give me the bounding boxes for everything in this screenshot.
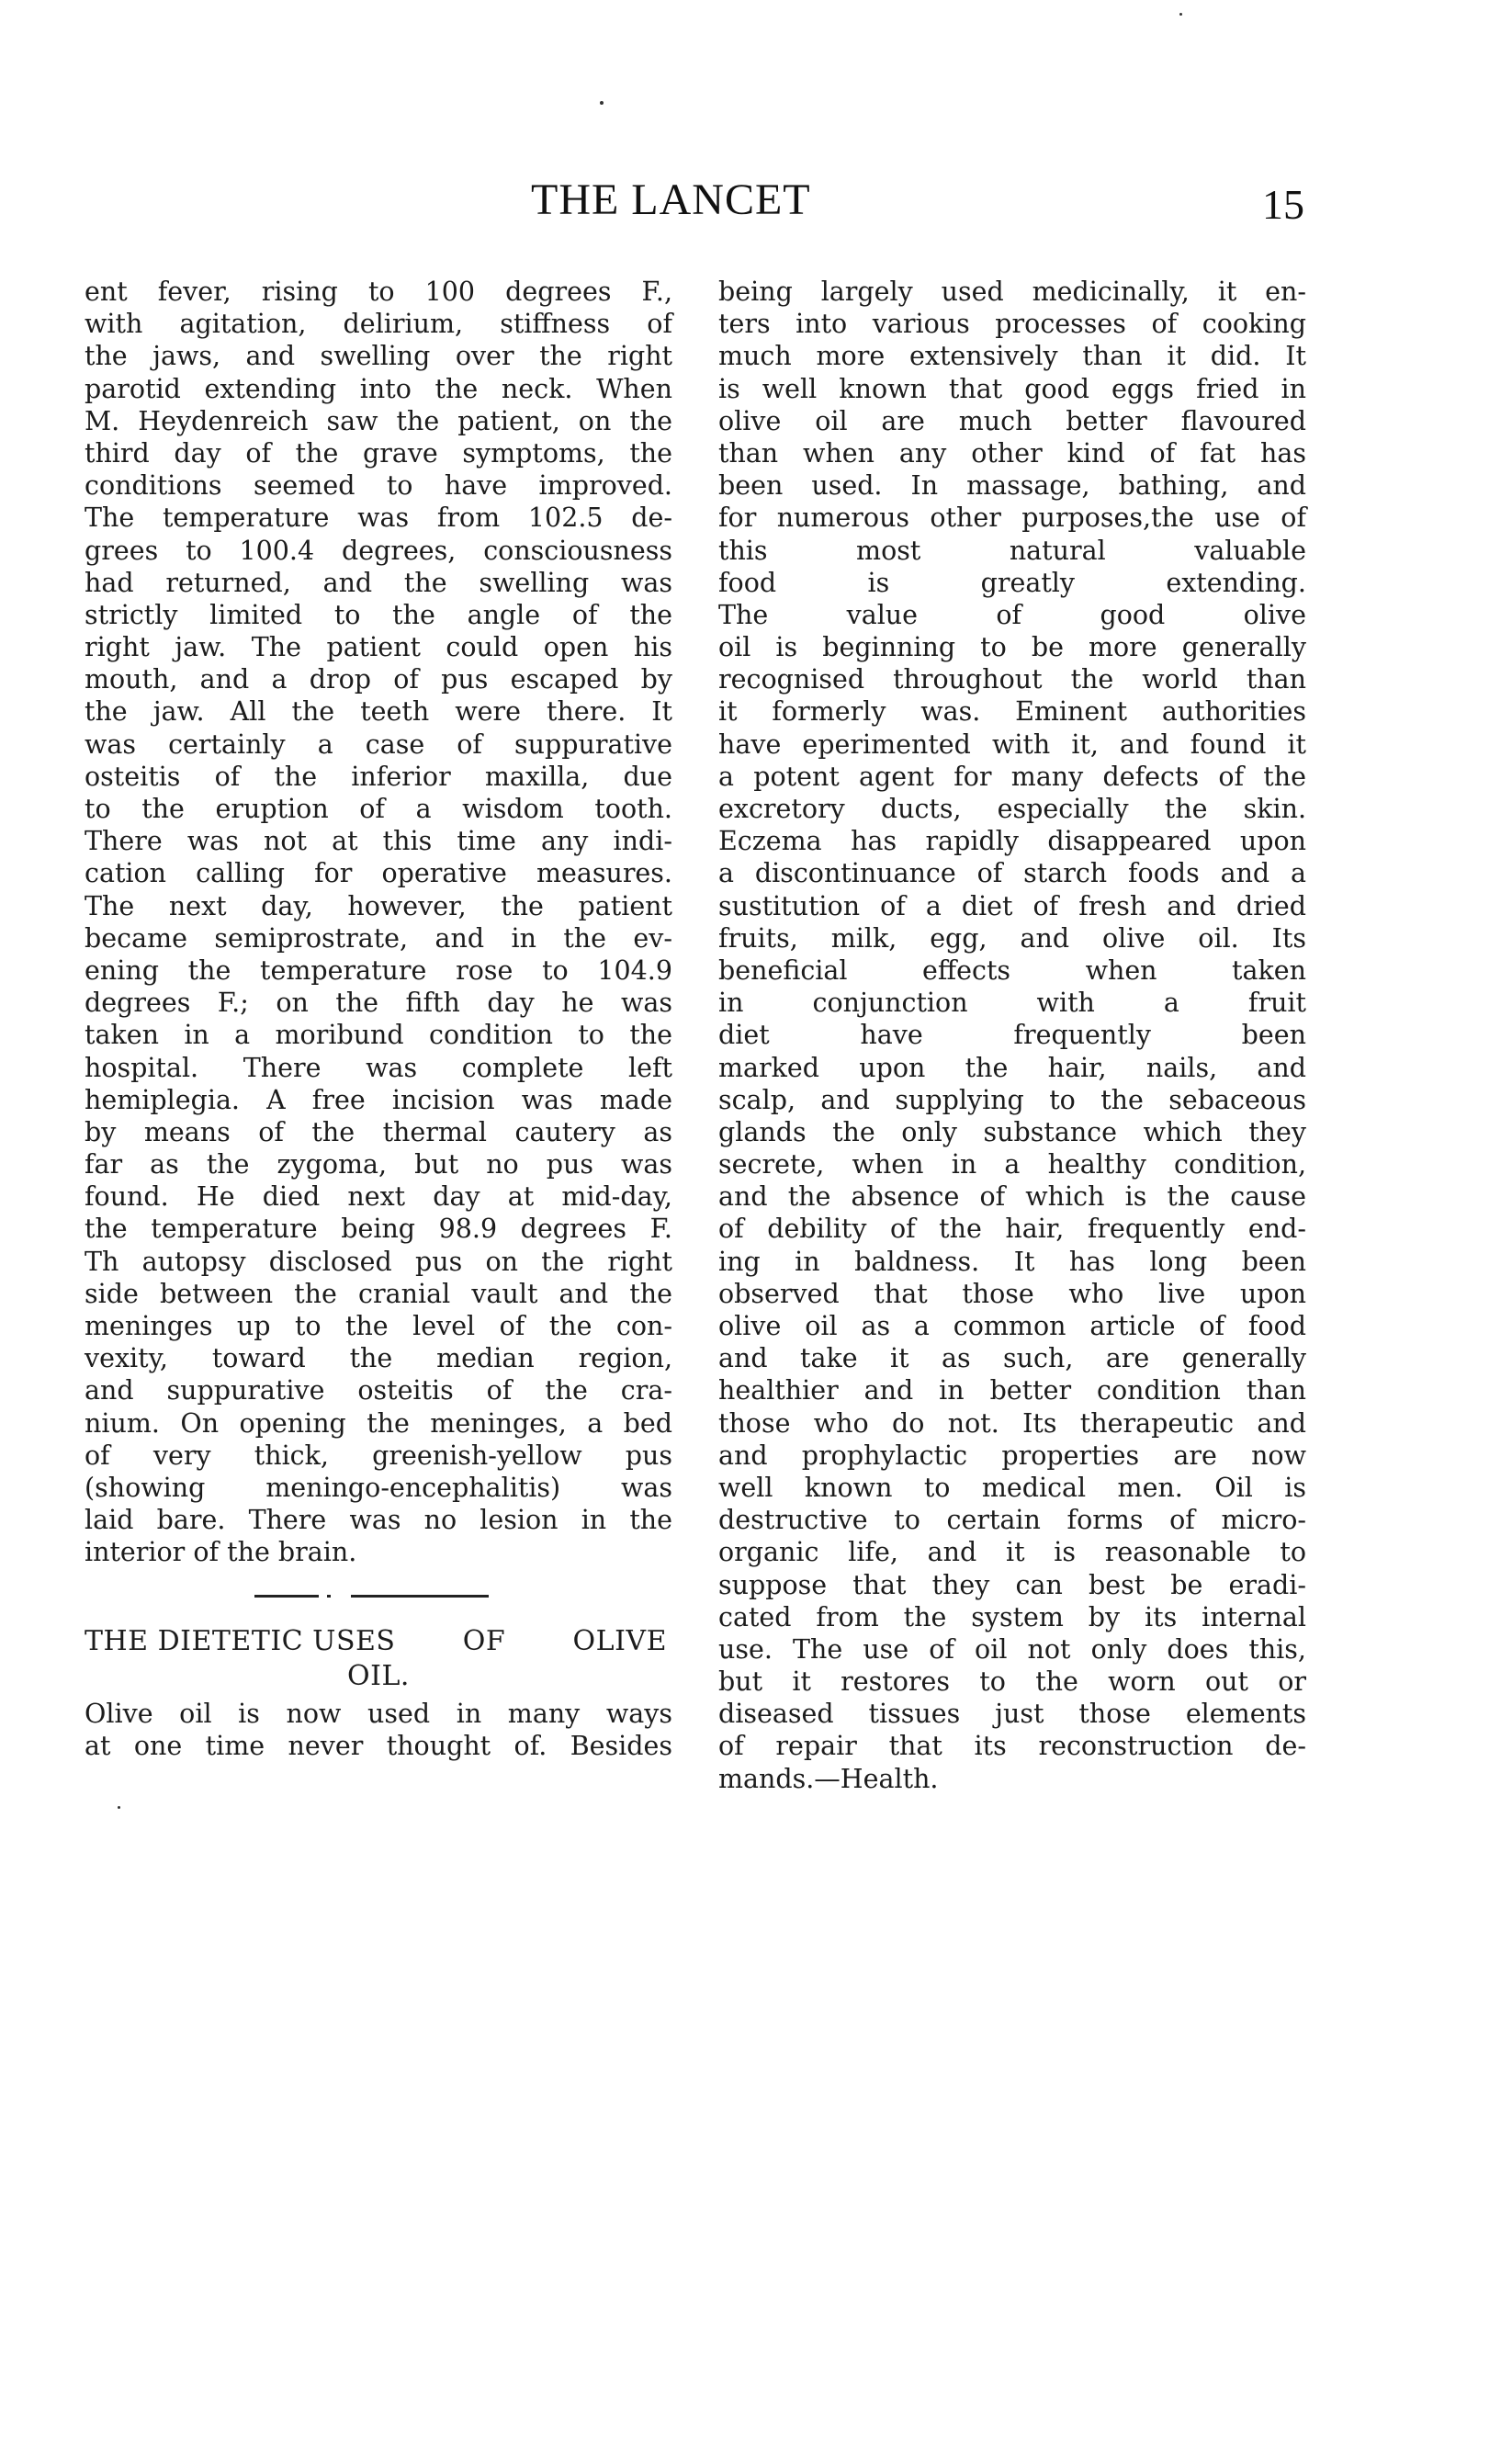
text-line: the temperature being 98.9 degrees F. (85, 1214, 672, 1245)
text-line: and the absence of which is the cause (718, 1181, 1306, 1213)
text-line: but it restores to the worn out or (718, 1666, 1306, 1698)
text-line: was certainly a case of suppurative (85, 728, 672, 760)
text-line: parotid extending into the neck. When (85, 373, 672, 404)
right-column (718, 276, 1306, 1795)
text-line: The value of good olive (718, 599, 1306, 630)
section-heading-line2: OIL. (347, 1659, 410, 1692)
text-line: laid bare. There was no lesion in the (85, 1505, 672, 1536)
scan-speck-top-right (1179, 13, 1182, 16)
left-column (85, 276, 672, 1762)
text-line: diseased tissues just those elements (718, 1699, 1306, 1730)
separator-dot (327, 1595, 331, 1598)
text-line: excretory ducts, especially the skin. (718, 794, 1306, 824)
text-line: it formerly was. Eminent authorities (718, 696, 1306, 728)
text-line: Olive oil is now used in many ways (85, 1698, 672, 1729)
text-line: healthier and in better condition than (718, 1375, 1306, 1406)
text-line: oil is beginning to be more generally (718, 632, 1306, 663)
text-line: the jaw. All the teeth were there. It (85, 696, 672, 728)
text-line: hospital. There was complete left (85, 1052, 672, 1083)
text-line: suppose that they can best be eradi- (718, 1569, 1306, 1600)
text-line: meninges up to the level of the con- (85, 1311, 672, 1341)
text-line: became semiprostrate, and in the ev- (85, 922, 672, 954)
text-line: by means of the thermal cautery as (85, 1116, 672, 1147)
text-line: M. Heydenreich saw the patient, on the (85, 405, 672, 436)
text-line: conditions seemed to have improved. (85, 470, 672, 502)
text-line: organic life, and it is reasonable to (718, 1537, 1306, 1568)
text-line: a discontinuance of starch foods and a (718, 858, 1306, 889)
text-line: with agitation, delirium, stiffness of (85, 309, 672, 340)
text-line: for numerous other purposes,the use of (718, 503, 1306, 534)
text-line: than when any other kind of fat has (718, 437, 1306, 469)
text-line: side between the cranial vault and the (85, 1278, 672, 1309)
text-line: beneficial effects when taken (718, 954, 1306, 986)
text-line: mouth, and a drop of pus escaped by (85, 664, 672, 695)
text-line: grees to 100.4 degrees, consciousness (85, 535, 672, 566)
text-line: had returned, and the swelling was (85, 567, 672, 598)
section-heading-part: THE DIETETIC USES (85, 1624, 396, 1657)
section-heading-line1 (85, 1624, 672, 1659)
text-line: of repair that its reconstruction de- (718, 1731, 1306, 1762)
text-line: observed that those who live upon (718, 1278, 1306, 1309)
text-line: those who do not. Its therapeutic and (718, 1407, 1306, 1439)
text-line: sustitution of a diet of fresh and dried (718, 890, 1306, 921)
text-line: cation calling for operative measures. (85, 858, 672, 889)
scan-speck-bottom (118, 1806, 120, 1809)
text-line: being largely used medicinally, it en- (718, 277, 1306, 307)
text-line: this most natural valuable (718, 535, 1306, 566)
text-line: There was not at this time any indi- (85, 826, 672, 857)
right-column-body (718, 276, 1306, 1795)
text-line: far as the zygoma, but no pus was (85, 1149, 672, 1180)
section-separator (85, 1569, 672, 1624)
text-line: the jaws, and swelling over the right (85, 341, 672, 372)
text-line: and suppurative osteitis of the cra- (85, 1375, 672, 1406)
text-line: to the eruption of a wisdom tooth. (85, 794, 672, 824)
text-line: The next day, however, the patient (85, 890, 672, 921)
text-line: ening the temperature rose to 104.9 (85, 954, 672, 986)
text-line: destructive to certain forms of micro- (718, 1505, 1306, 1536)
text-line: diet have frequently been (718, 1020, 1306, 1051)
text-line: of debility of the hair, frequently end- (718, 1214, 1306, 1245)
text-line: recognised throughout the world than (718, 664, 1306, 695)
text-line: found. He died next day at mid-day, (85, 1181, 672, 1213)
separator-rule-right (351, 1595, 489, 1598)
text-line: been used. In massage, bathing, and (718, 470, 1306, 502)
text-line: food is greatly extending. (718, 567, 1306, 598)
running-title: THE LANCET (531, 175, 811, 224)
text-line: use. The use of oil not only does this, (718, 1633, 1306, 1665)
article-opening (85, 1698, 672, 1762)
text-line: in conjunction with a fruit (718, 988, 1306, 1019)
text-line: and prophylactic properties are now (718, 1440, 1306, 1471)
separator-rule-left (254, 1595, 319, 1598)
text-line: mands.—Health. (718, 1763, 939, 1794)
text-line: degrees F.; on the fifth day he was (85, 988, 672, 1019)
text-line: Eczema has rapidly disappeared upon (718, 826, 1306, 857)
section-heading-part: OF (462, 1624, 506, 1657)
scan-speck-top (600, 101, 604, 105)
text-line: third day of the grave symptoms, the (85, 437, 672, 469)
text-line: of very thick, greenish-yellow pus (85, 1440, 672, 1471)
text-line: interior of the brain. (85, 1537, 357, 1568)
text-line: hemiplegia. A free incision was made (85, 1084, 672, 1115)
text-line: and take it as such, are generally (718, 1343, 1306, 1374)
text-line: olive oil are much better flavoured (718, 405, 1306, 436)
text-line: a potent agent for many defects of the (718, 761, 1306, 792)
text-line: cated from the system by its internal (718, 1601, 1306, 1632)
text-line: vexity, toward the median region, (85, 1343, 672, 1374)
text-line: strictly limited to the angle of the (85, 599, 672, 630)
text-line: glands the only substance which they (718, 1116, 1306, 1147)
text-line: olive oil as a common article of food (718, 1311, 1306, 1341)
text-line: at one time never thought of. Besides (85, 1730, 672, 1761)
text-line: osteitis of the inferior maxilla, due (85, 761, 672, 792)
text-line: scalp, and supplying to the sebaceous (718, 1084, 1306, 1115)
section-heading-part: OLIVE (572, 1624, 667, 1657)
text-line: have eperimented with it, and found it (718, 728, 1306, 760)
text-line: ters into various processes of cooking (718, 309, 1306, 340)
text-line: fruits, milk, egg, and olive oil. Its (718, 922, 1306, 954)
text-line: nium. On opening the meninges, a bed (85, 1407, 672, 1439)
text-line: (showing meningo-encephalitis) was (85, 1472, 672, 1503)
text-line: ent fever, rising to 100 degrees F., (85, 277, 672, 307)
text-line: is well known that good eggs fried in (718, 373, 1306, 404)
text-line: taken in a moribund condition to the (85, 1020, 672, 1051)
text-line: The temperature was from 102.5 de- (85, 503, 672, 534)
text-line: secrete, when in a healthy condition, (718, 1149, 1306, 1180)
left-column-body (85, 276, 672, 1569)
text-line: much more extensively than it did. It (718, 341, 1306, 372)
text-line: Th autopsy disclosed pus on the right (85, 1246, 672, 1277)
text-line: marked upon the hair, nails, and (718, 1052, 1306, 1083)
text-line: ing in baldness. It has long been (718, 1246, 1306, 1277)
page-number: 15 (1262, 181, 1304, 228)
text-line: well known to medical men. Oil is (718, 1472, 1306, 1503)
text-line: right jaw. The patient could open his (85, 632, 672, 663)
